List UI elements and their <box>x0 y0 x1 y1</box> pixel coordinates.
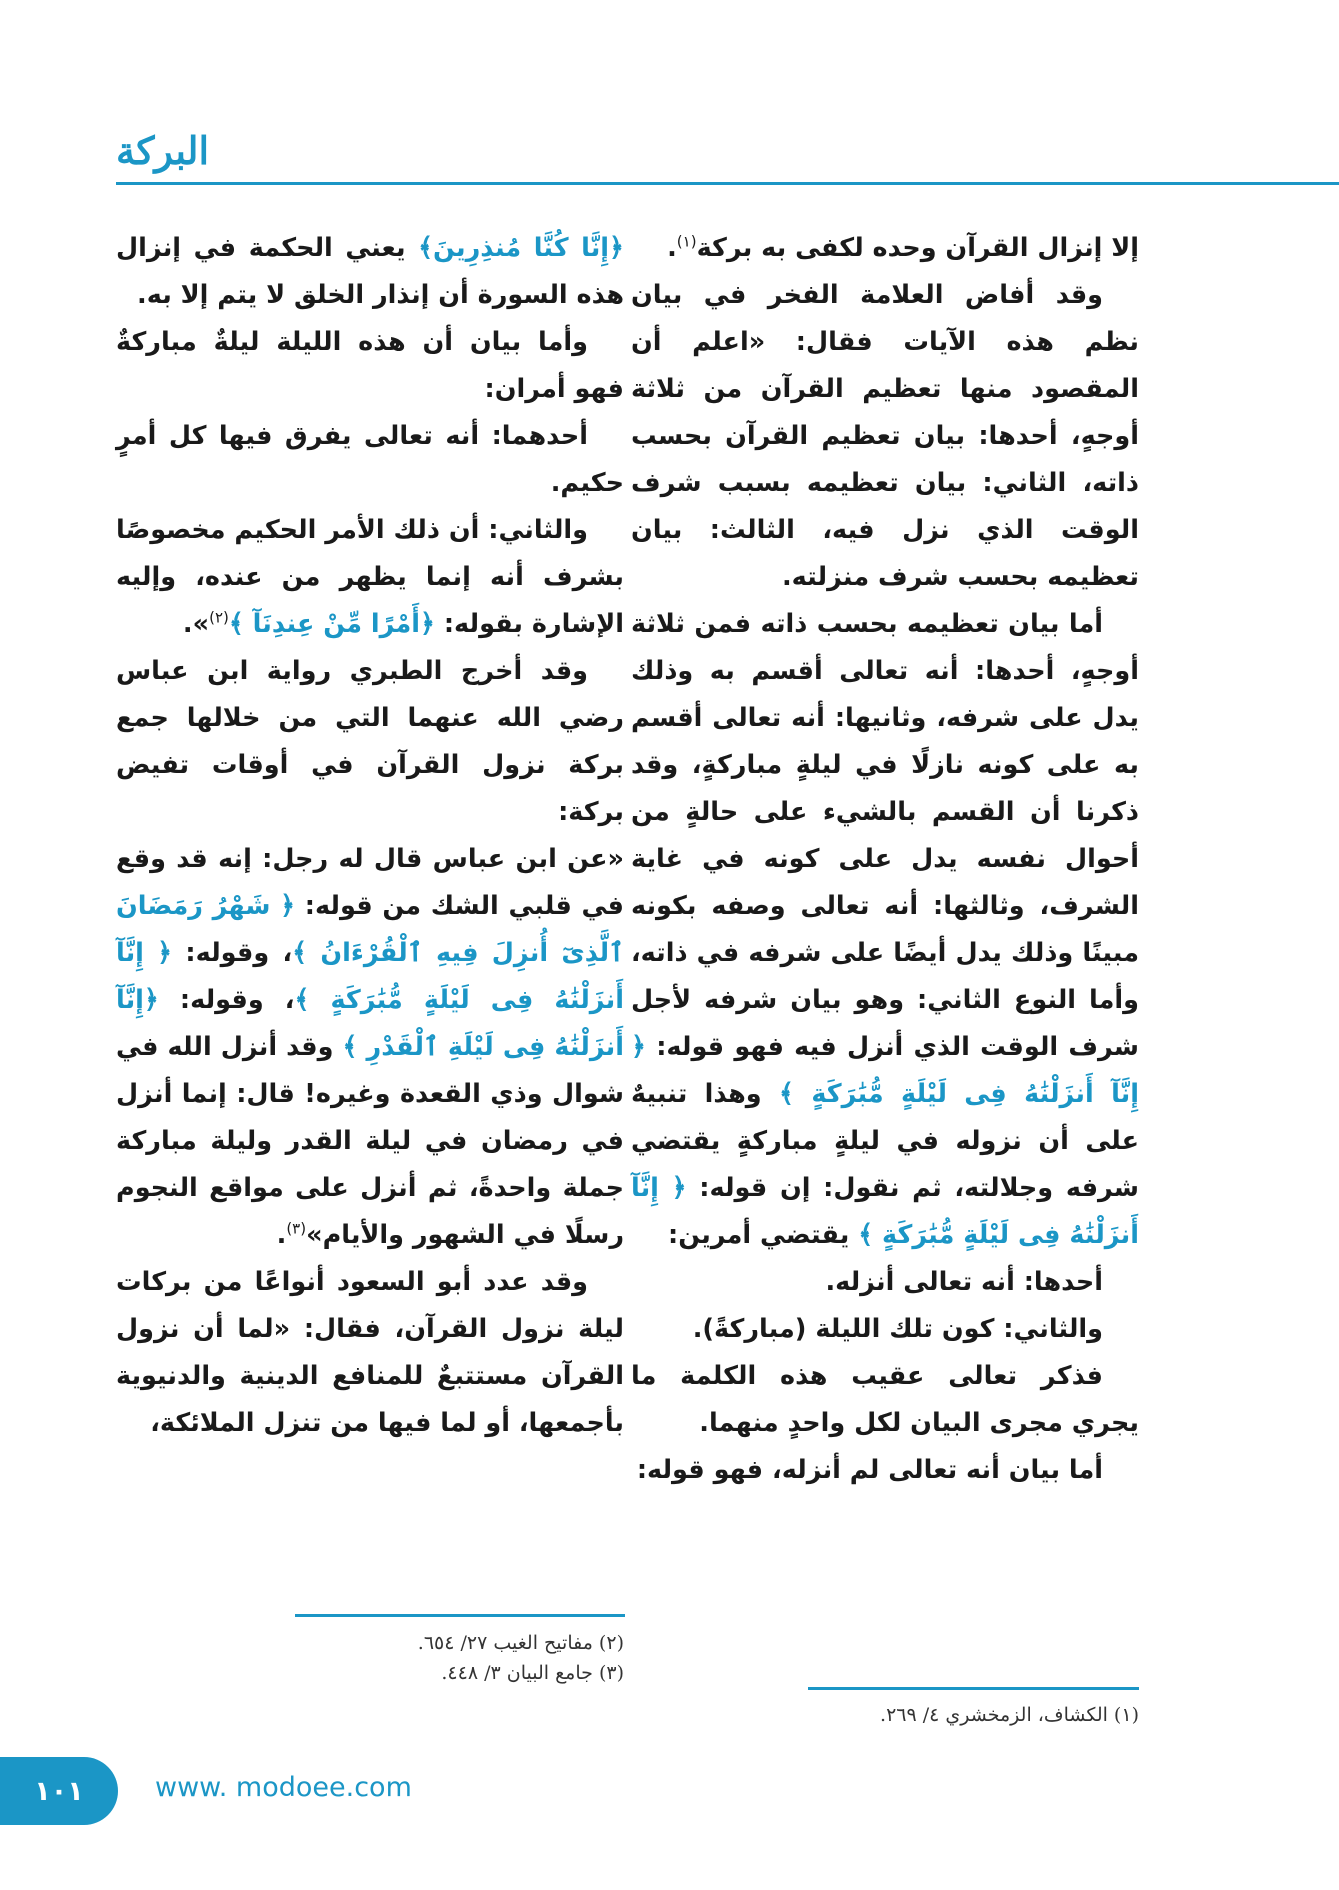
right-column <box>631 225 1139 1494</box>
paragraph-text: . <box>667 233 677 263</box>
paragraph-text: أما بيان تعظيمه بحسب ذاته فمن ثلاثة أوجهٍ، أحدها: أنه تعالى أقسم به وذلك يدل على شرفه، وثانيها: أنه تعالى أقسم به على كونه نازلًا في ليلةٍ مباركةٍ، وقد ذكرنا أن القسم بالشيء على حالةٍ من أحوال نفسه يدل على كونه في غاية الشرف، وثالثها: أنه تعالى وصفه بكونه مبينًا وذلك يدل أيضًا على شرفه في ذاته، وأما النوع الثاني: وهو بيان شرفه لأجل شرف الوقت الذي أنزل فيه فهو قوله: <box>631 609 1139 1062</box>
quran-verse: ﴿إِنَّا كُنَّا مُنذِرِينَ﴾ <box>418 233 624 263</box>
header-divider <box>116 182 1339 185</box>
paragraph <box>116 836 624 1259</box>
footnote-ref[interactable]: (١) <box>676 232 697 251</box>
footnote-divider <box>295 1614 625 1617</box>
footnotes-right <box>631 1700 1139 1730</box>
paragraph <box>631 601 1139 1259</box>
paragraph-text: ، وقوله: <box>185 938 293 968</box>
quran-verse: ﴿ إِنَّآ أَنزَلْنَٰهُ فِى لَيْلَةٍ مُّبَٰرَكَةٍ ﴾ <box>631 1032 1139 1109</box>
paragraph: أحدهما: أنه تعالى يفرق فيها كل أمرٍ حكيم. <box>116 421 624 498</box>
paragraph-text: «عن ابن عباس قال له رجل: إنه قد وقع في قلبي الشك من قوله: <box>116 844 624 921</box>
footnote: (٢) مفاتيح الغيب ٢٧/ ٦٥٤. <box>417 1632 624 1654</box>
paragraph <box>116 225 624 319</box>
paragraph-text: يقتضي أمرين: <box>668 1220 850 1250</box>
paragraph: فذكر تعالى عقيب هذه الكلمة ما يجري مجرى البيان لكل واحدٍ منهما. <box>631 1361 1139 1438</box>
paragraph-text: وقد أنزل الله في شوال وذي القعدة وغيره! قال: إنما أنزل في رمضان في ليلة القدر وليلة مباركة جملة واحدةً، ثم أنزل على مواقع النجوم رسلًا في الشهور والأيام» <box>116 1032 624 1250</box>
quran-verse: ﴿إِنَّآ أَنزَلْنَٰهُ فِى لَيْلَةِ ٱلْقَدْرِ ﴾ <box>116 985 625 1062</box>
paragraph-text: ، وقوله: <box>179 985 295 1015</box>
paragraph: وقد عدد أبو السعود أنواعًا من بركات ليلة نزول القرآن، فقال: «لما أن نزول القرآن مستتبعٌ للمنافع الدينية والدنيوية بأجمعها، أو لما فيها من تنزل الملائكة، <box>116 1267 624 1438</box>
paragraph-text: . <box>276 1220 287 1250</box>
paragraph: وقد أخرج الطبري رواية ابن عباس رضي الله عنهما التي من خلالها جمع بركة نزول القرآن في أوقات تفيض بركة: <box>116 656 624 827</box>
paragraph-text: يعني الحكمة في إنزال هذه السورة أن إنذار الخلق لا يتم إلا به. <box>116 233 624 310</box>
page-number-badge: ١٠١ <box>0 1757 118 1825</box>
quran-verse: ﴿ إِنَّآ أَنزَلْنَٰهُ فِى لَيْلَةٍ مُّبَٰرَكَةٍ ﴾ <box>116 938 624 1015</box>
paragraph: وأما بيان أن هذه الليلة ليلةٌ مباركةٌ فهو أمران: <box>116 327 624 404</box>
paragraph-text: والثاني: أن ذلك الأمر الحكيم مخصوصًا بشرف أنه إنما يظهر من عنده، وإليه الإشارة بقوله: <box>116 515 624 639</box>
footnote: (٣) جامع البيان ٣/ ٤٤٨. <box>441 1662 624 1684</box>
paragraph-text: ». <box>182 609 210 639</box>
footnotes-left <box>116 1628 624 1688</box>
footnote-divider <box>808 1687 1139 1690</box>
paragraph: أحدها: أنه تعالى أنزله. <box>825 1267 1103 1297</box>
footnote-ref[interactable]: (٣) <box>286 1219 307 1238</box>
paragraph <box>116 507 624 648</box>
footnote-ref[interactable]: (٢) <box>209 608 229 627</box>
quran-verse: ﴿ شَهْرُ رَمَضَانَ ٱلَّذِىٓ أُنزِلَ فِيهِ ٱلْقُرْءَانُ ﴾ <box>116 891 625 968</box>
paragraph: وقد أفاض العلامة الفخر في بيان نظم هذه الآيات فقال: «اعلم أن المقصود منها تعظيم القرآن من ثلاثة أوجهٍ، أحدها: بيان تعظيم القرآن بحسب ذاته، الثاني: بيان تعظيمه بسبب شرف الوقت الذي نزل فيه، الثالث: بيان تعظيمه بحسب شرف منزلته. <box>631 280 1139 592</box>
paragraph <box>631 225 1139 272</box>
quran-verse: ﴿أَمْرًا مِّنْ عِندِنَآ ﴾ <box>228 609 435 639</box>
quran-verse: ﴿ إِنَّآ أَنزَلْنَٰهُ فِى لَيْلَةٍ مُّبَٰرَكَةٍ ﴾ <box>631 1173 1139 1250</box>
left-column <box>116 225 624 1447</box>
footnote: (١) الكشاف، الزمخشري ٤/ ٢٦٩. <box>880 1704 1139 1726</box>
website-link[interactable]: www. modoee.com <box>155 1772 412 1803</box>
paragraph: والثاني: كون تلك الليلة (مباركةً). <box>692 1314 1103 1344</box>
paragraph-text: إلا إنزال القرآن وحده لكفى به بركة <box>696 233 1139 263</box>
page-header-title: البركة <box>116 128 210 173</box>
paragraph-text: وهذا تنبيهٌ على أن نزوله في ليلةٍ مباركةٍ يقتضي شرفه وجلالته، ثم نقول: إن قوله: <box>631 1079 1139 1203</box>
paragraph: أما بيان أنه تعالى لم أنزله، فهو قوله: <box>636 1455 1103 1485</box>
